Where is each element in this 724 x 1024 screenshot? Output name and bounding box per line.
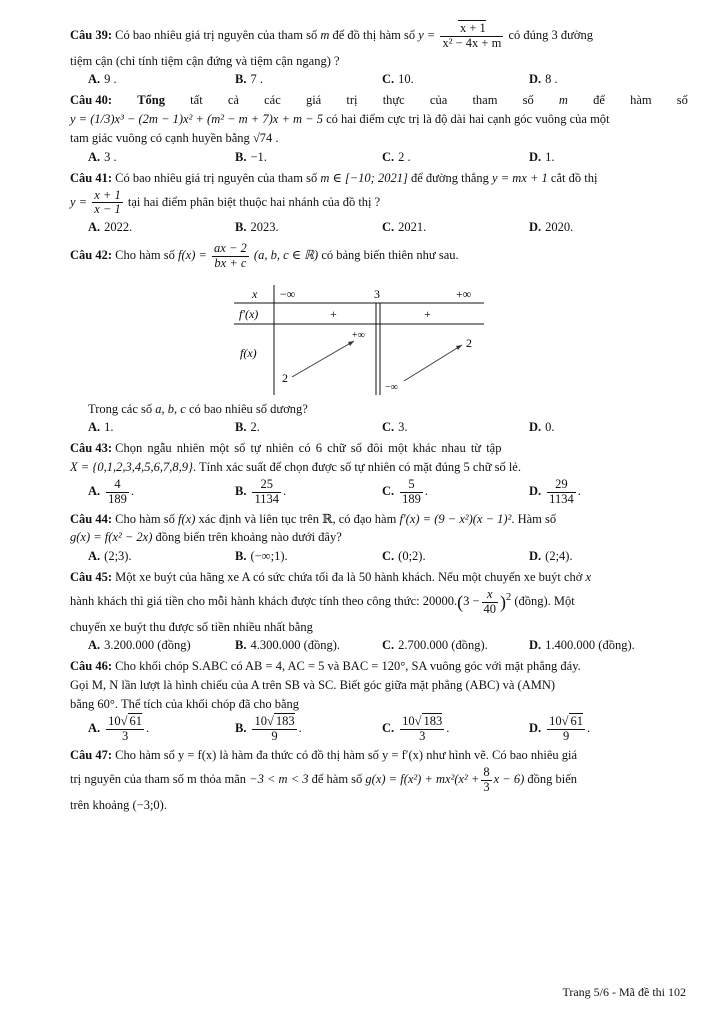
q44-line2 (70, 529, 688, 546)
q41-fraction (92, 189, 122, 218)
q47-label: Câu 47: (70, 748, 113, 763)
q44-text-2: đồng biến trên khoảng nào dưới đây? (155, 530, 342, 545)
q45-text: Một xe buýt của hãng xe A có sức chứa tối đa là 50 hành khách. Nếu một chuyến xe buýt chở (115, 570, 583, 585)
q41-option-a[interactable]: A. 2022. (88, 220, 133, 235)
q40-word: các (264, 93, 281, 108)
q46-option-d[interactable]: D. $\frac{10√ 61}{9}$ . (529, 713, 591, 743)
q40-word: cả (227, 93, 239, 108)
q42-line2 (70, 401, 688, 418)
q39-option-a[interactable]: A. 9 . (88, 72, 117, 87)
q45-text-2: hành khách thì giá tiền cho mỗi hành khách được tính theo công thức: (70, 594, 420, 609)
q41-line-eq: y = mx + 1 (492, 170, 548, 185)
x-value-neg-inf: −∞ (280, 286, 296, 301)
variation-table (30, 285, 688, 395)
q41-denominator: x − 1 (94, 202, 121, 217)
q39-option-b[interactable]: B. 7 . (235, 72, 263, 87)
q46-line1 (70, 658, 688, 675)
f-arrow-left (292, 341, 354, 377)
q45-option-d[interactable]: D. 1.400.000 (đồng). (529, 638, 635, 653)
f-left-start: 2 (282, 370, 288, 385)
q40-word: Tổng (137, 93, 165, 108)
q44-label: Câu 44: (70, 511, 113, 526)
q39-text-b: để đồ thị hàm số (332, 28, 416, 43)
q40-end: . (275, 131, 279, 145)
q45-formula-den: 40 (483, 601, 497, 616)
q40-word: tất (190, 93, 203, 108)
question-39 (70, 22, 688, 88)
q39-label: Câu 39: (70, 28, 113, 43)
q47-line3: trên khoảng (−3;0). (70, 797, 167, 812)
q45-label: Câu 45: (70, 570, 113, 585)
variation-table-svg (234, 285, 484, 395)
q40-formula: y = (1/3)x³ − (2m − 1)x² + (m² − m + 7)x + m − 5 (70, 112, 323, 127)
q42-option-b[interactable]: B. 2. (235, 420, 260, 435)
q41-text-2: tại hai điểm phân biệt thuộc hai nhánh của đồ thị ? (127, 194, 381, 209)
q46-option-b[interactable]: B. $\frac{10√ 183}{9}$ . (235, 713, 302, 743)
q42-text-2: Trong các số (88, 401, 153, 416)
q40-word: trị (346, 93, 358, 108)
q42-option-a[interactable]: A. 1. (88, 420, 114, 435)
q44-text: Cho hàm số (115, 511, 175, 526)
q40-hypotenuse: √74 (252, 131, 273, 145)
q41-option-d[interactable]: D. 2020. (529, 220, 574, 235)
q39-option-c[interactable]: C. 10. (382, 72, 414, 87)
q40-word: để (593, 93, 605, 108)
q40-options (70, 149, 688, 166)
q44-text-c: . Hàm số (511, 511, 557, 526)
q41-option-c[interactable]: C. 2021. (382, 220, 427, 235)
q45-line2: hành khách thì giá tiền cho mỗi hành khách được tính theo công thức: 20000.(3 − $\frac{x}{40}$ )$^2$ (đồng). Một (70, 587, 575, 616)
q39-line2: tiệm cận (chỉ tính tiệm cận đứng và tiệm cận ngang) ? (70, 53, 340, 68)
q45-option-b[interactable]: B. 4.300.000 (đồng). (235, 638, 341, 653)
q47-text-2c: đồng biến (527, 772, 578, 787)
q45-formula-pre: 20000. (422, 594, 458, 609)
question-41 (70, 170, 688, 236)
q40-word: m (558, 93, 568, 108)
x-value-pos-inf: +∞ (456, 286, 472, 301)
q47-g-num: 8 (483, 765, 490, 780)
q44-option-b[interactable]: B. (−∞;1). (235, 549, 288, 564)
q41-options (70, 219, 688, 236)
q40-line1 (70, 92, 688, 109)
q43-set: X = {0,1,2,3,4,5,6,7,8,9} (70, 460, 193, 475)
f-left-end: +∞ (352, 329, 365, 341)
q41-label: Câu 41: (70, 170, 113, 185)
q43-line1 (70, 440, 688, 457)
q40-option-b[interactable]: B. −1. (235, 149, 267, 164)
q40-option-a[interactable]: A. 3 . (88, 149, 117, 164)
q46-line2: Gọi M, N lần lượt là hình chiếu của A trên SB và SC. Biết góc giữa mặt phẳng (ABC) và (AMN) (70, 678, 556, 693)
q47-text-2a: trị nguyên của tham số m thỏa mãn (70, 772, 247, 787)
q46-option-a[interactable]: A. $\frac{10√ 61}{3}$ . (88, 713, 150, 743)
q45-option-a[interactable]: A. 3.200.000 (đồng) (88, 638, 191, 653)
q44-options (70, 548, 688, 565)
q46-option-c[interactable]: C. $\frac{10√ 183}{3}$ . (382, 713, 450, 743)
q40-word: thực (382, 93, 405, 108)
q42-options (70, 419, 688, 436)
question-44 (70, 511, 688, 566)
q41-text-c: cắt đồ thị (550, 170, 598, 185)
f-arrow-right (404, 345, 462, 381)
q39-numerator: x + 1 (459, 21, 486, 35)
q45-text-2b: (đồng). Một (514, 594, 575, 609)
q40-text: có hai điểm cực trị là độ dài hai cạnh góc vuông của một (326, 112, 610, 127)
q43-option-d[interactable]: D. $\frac{29}{1134}$ . (529, 477, 581, 506)
question-43 (70, 440, 688, 506)
q41-text-b: để đường thẳng (410, 170, 489, 185)
q43-text: Chọn ngẫu nhiên một số tự nhiên có 6 chữ số đôi một khác nhau từ tập (115, 441, 502, 456)
q39-option-d[interactable]: D. 8 . (529, 72, 558, 87)
q40-label: Câu 40: (70, 93, 113, 108)
q41-func-y: y = (70, 194, 88, 209)
q44-g: g(x) = f(x² − 2x) (70, 530, 153, 545)
q39-func-y: y = (418, 28, 436, 43)
q45-options (70, 637, 688, 654)
question-47 (70, 747, 688, 813)
q47-line2 (70, 766, 688, 795)
q39-fraction (440, 22, 503, 51)
q41-option-b[interactable]: B. 2023. (235, 220, 279, 235)
q42-text: Cho hàm số (115, 248, 175, 263)
q44-line1 (70, 511, 688, 528)
q44-option-d[interactable]: D. (2;4). (529, 549, 573, 564)
q42-numerator: ax − 2 (214, 241, 247, 255)
q43-label: Câu 43: (70, 441, 113, 456)
x-value-3: 3 (374, 286, 380, 301)
q40-word: tham (472, 93, 498, 108)
q39-param: m (320, 28, 330, 43)
q42-func-f: f(x) = (178, 248, 207, 263)
q45-formula-exp: 2 (506, 591, 512, 603)
q41-numerator: x + 1 (94, 187, 121, 202)
f-right-start: −∞ (385, 381, 398, 393)
f-arrow-right-head (456, 345, 462, 350)
question-46 (70, 658, 688, 743)
q44-text-b: xác định và liên tục trên ℝ, có đạo hàm (198, 511, 397, 526)
q45-line1 (70, 569, 688, 586)
q44-option-a[interactable]: A. (2;3). (88, 549, 132, 564)
q46-line3: bằng 60°. Thể tích của khối chóp đã cho bằng (70, 697, 300, 711)
q39-text-c: có đúng 3 đường (508, 28, 593, 43)
q43-option-c[interactable]: C. $\frac{5}{189}$ . (382, 477, 429, 506)
q46-text: Cho khối chóp S.ABC có AB = 4, AC = 5 và BAC = 120°, SA vuông góc với mặt phẳng đáy. (115, 659, 581, 674)
q40-option-d[interactable]: D. 1. (529, 149, 555, 164)
f-arrow-left-head (348, 341, 354, 346)
q42-domain: (a, b, c ∈ ℝ) (253, 248, 319, 263)
q47-g-den: 3 (483, 780, 490, 794)
q40-word: của (429, 93, 448, 108)
page-footer: Trang 5/6 - Mã đề thi 102 (562, 984, 686, 999)
q43-line2 (70, 459, 688, 476)
fprime-sign-right: + (424, 306, 431, 321)
q42-text-b: có bảng biến thiên như sau. (321, 248, 459, 263)
q40-word: số (522, 93, 534, 108)
f-right-end: 2 (466, 335, 472, 350)
q42-text-2b: có bao nhiêu số dương? (188, 401, 308, 416)
q47-condition: −3 < m < 3 (249, 772, 309, 787)
q41-line2 (70, 189, 688, 218)
q40-word: giá (305, 93, 322, 108)
q43-option-a[interactable]: A. $\frac{4}{189}$ . (88, 477, 135, 506)
q42-nums: a, b, c (155, 401, 186, 416)
q41-condition: m ∈ [−10; 2021] (320, 170, 408, 185)
q44-fx: f(x) (178, 511, 196, 526)
q42-denominator: bx + c (214, 255, 247, 270)
q42-option-d[interactable]: D. 0. (529, 420, 555, 435)
q39-options (70, 71, 688, 88)
q41-text: Có bao nhiêu giá trị nguyên của tham số (115, 170, 318, 185)
q39-denominator: x² − 4x + m (442, 35, 502, 50)
q42-option-c[interactable]: C. 3. (382, 420, 408, 435)
q47-text-2b: để hàm số (311, 772, 363, 787)
q44-option-c[interactable]: C. (0;2). (382, 549, 426, 564)
q42-line1 (70, 242, 688, 271)
q44-derivative: f′(x) = (9 − x²)(x − 1)² (399, 511, 512, 526)
q42-label: Câu 42: (70, 248, 113, 263)
q43-options (70, 478, 688, 507)
q47-g-post: x − 6) (493, 772, 525, 787)
q45-var: x (585, 570, 592, 585)
q45-formula-inner: 3 − (463, 594, 480, 609)
q47-text: Cho hàm số y = f(x) là hàm đa thức có đồ thị hàm số y = f′(x) như hình vẽ. Có bao nhiêu giá (115, 748, 578, 763)
q40-word: hàm (630, 93, 652, 108)
q40-word: số (676, 93, 688, 108)
q40-line3 (70, 130, 688, 147)
q41-line1 (70, 170, 688, 187)
question-45 (70, 569, 688, 654)
q39-text: Có bao nhiêu giá trị nguyên của tham số (115, 28, 318, 43)
q40-line2 (70, 111, 688, 128)
q39-line1 (70, 22, 688, 51)
q43-text-2: . Tính xác suất để chọn được số tự nhiên có mặt đúng 5 chữ số lẻ. (192, 460, 521, 475)
q40-text-3: tam giác vuông có cạnh huyền bằng (70, 131, 250, 145)
q45-formula-num: x (482, 588, 499, 603)
q42-fraction (212, 242, 249, 271)
fprime-sign-left: + (330, 306, 337, 321)
q45-line3: chuyến xe buýt thu được số tiền nhiều nhất bằng (70, 619, 313, 634)
q46-options (70, 715, 688, 744)
x-label: x (252, 286, 258, 301)
q47-line1 (70, 747, 688, 764)
q43-option-b[interactable]: B. $\frac{25}{1134}$ . (235, 477, 287, 506)
fprime-label: f′(x) (239, 306, 259, 321)
q46-label: Câu 46: (70, 659, 113, 674)
question-40 (70, 92, 688, 166)
f-label: f(x) (240, 345, 257, 360)
q40-option-c[interactable]: C. 2 . (382, 149, 411, 164)
question-42 (70, 242, 688, 436)
q47-g-pre: g(x) = f(x²) + mx²(x² + (365, 772, 480, 787)
q45-option-c[interactable]: C. 2.700.000 (đồng). (382, 638, 488, 653)
